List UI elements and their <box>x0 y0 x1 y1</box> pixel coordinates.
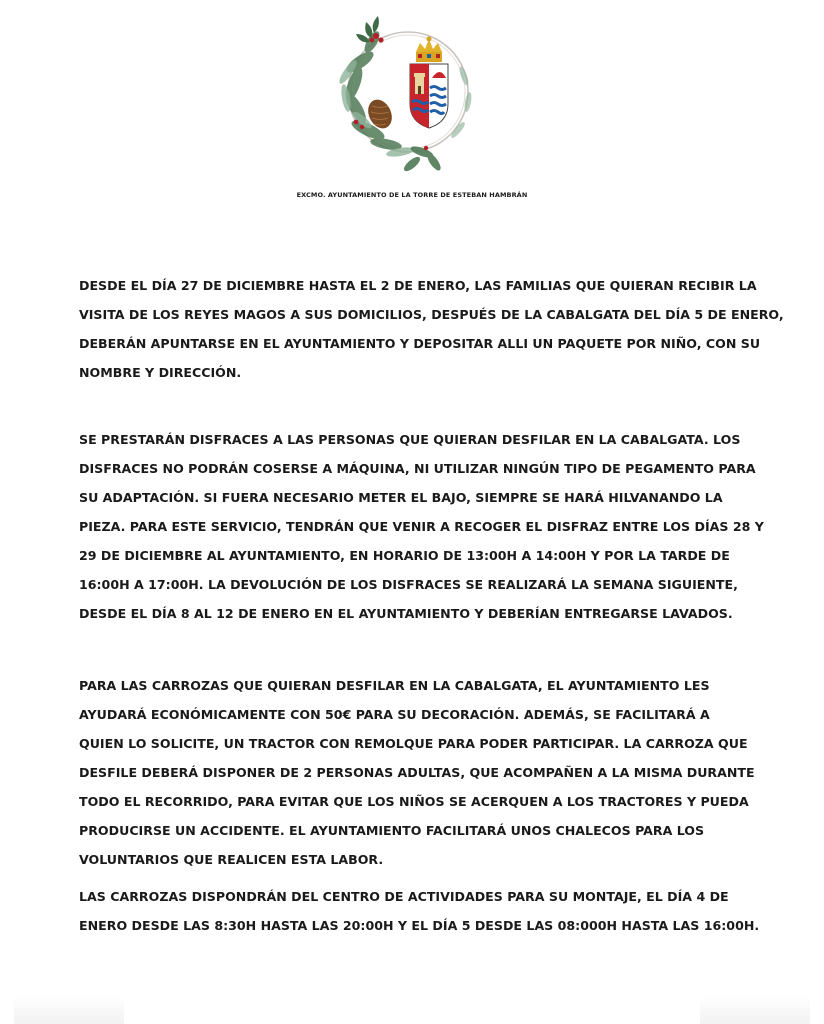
paragraph-line: PIEZA. PARA ESTE SERVICIO, TENDRÁN QUE VENIR A RECOGER EL DISFRAZ ENTRE LOS DÍAS 28 Y <box>79 519 764 534</box>
paragraph-line: 29 DE DICIEMBRE AL AYUNTAMIENTO, EN HORARIO DE 13:00H A 14:00H Y POR LA TARDE DE <box>79 548 730 563</box>
christmas-wreath-coat-of-arms-icon <box>326 2 486 180</box>
bottom-right-shadow <box>700 996 810 1024</box>
paragraph-line: SE PRESTARÁN DISFRACES A LAS PERSONAS QUE QUIERAN DESFILAR EN LA CABALGATA. LOS <box>79 432 741 447</box>
paragraph-line: LAS CARROZAS DISPONDRÁN DEL CENTRO DE ACTIVIDADES PARA SU MONTAJE, EL DÍA 4 DE <box>79 889 729 904</box>
paragraph-floats-assembly <box>79 882 759 940</box>
paragraph-line: DESFILE DEBERÁ DISPONER DE 2 PERSONAS ADULTAS, QUE ACOMPAÑEN A LA MISMA DURANTE <box>79 765 755 780</box>
paragraph-line: PARA LAS CARROZAS QUE QUIERAN DESFILAR EN LA CABALGATA, EL AYUNTAMIENTO LES <box>79 678 710 693</box>
paragraph-line: DESDE EL DÍA 27 DE DICIEMBRE HASTA EL 2 DE ENERO, LAS FAMILIAS QUE QUIERAN RECIBIR LA <box>79 278 757 293</box>
paragraph-line: AYUDARÁ ECONÓMICAMENTE CON 50€ PARA SU DECORACIÓN. ADEMÁS, SE FACILITARÁ A <box>79 707 710 722</box>
paragraph-line: QUIEN LO SOLICITE, UN TRACTOR CON REMOLQUE PARA PODER PARTICIPAR. LA CARROZA QUE <box>79 736 748 751</box>
paragraph-line: SU ADAPTACIÓN. SI FUERA NECESARIO METER EL BAJO, SIEMPRE SE HARÁ HILVANANDO LA <box>79 490 723 505</box>
paragraph-line: VOLUNTARIOS QUE REALICEN ESTA LABOR. <box>79 852 384 867</box>
paragraph-line: DEBERÁN APUNTARSE EN EL AYUNTAMIENTO Y DEPOSITAR ALLI UN PAQUETE POR NIÑO, CON SU <box>79 336 761 351</box>
paragraph-line: ENERO DESDE LAS 8:30H HASTA LAS 20:00H Y EL DÍA 5 DESDE LAS 08:000H HASTA LAS 16:00H. <box>79 918 760 933</box>
paragraph-floats-support <box>79 671 759 874</box>
paragraph-line: PRODUCIRSE UN ACCIDENTE. EL AYUNTAMIENTO FACILITARÁ UNOS CHALECOS PARA LOS <box>79 823 705 838</box>
paragraph-line: 16:00H A 17:00H. LA DEVOLUCIÓN DE LOS DISFRACES SE REALIZARÁ LA SEMANA SIGUIENTE, <box>79 577 738 592</box>
page-title: EXCMO. AYUNTAMIENTO DE LA TORRE DE ESTEBAN HAMBRÁN <box>296 191 528 199</box>
paragraph-line: TODO EL RECORRIDO, PARA EVITAR QUE LOS NIÑOS SE ACERQUEN A LOS TRACTORES Y PUEDA <box>79 794 749 809</box>
bottom-left-shadow <box>14 996 124 1024</box>
paragraph-costume-loans <box>79 425 764 628</box>
paragraph-line: DISFRACES NO PODRÁN COSERSE A MÁQUINA, NI UTILIZAR NINGÚN TIPO DE PEGAMENTO PARA <box>79 461 756 476</box>
paragraph-line: NOMBRE Y DIRECCIÓN. <box>79 365 242 380</box>
paragraph-line: DESDE EL DÍA 8 AL 12 DE ENERO EN EL AYUNTAMIENTO Y DEBERÍAN ENTREGARSE LAVADOS. <box>79 606 733 621</box>
paragraph-reyes-magos-visits <box>79 271 784 387</box>
paragraph-line: VISITA DE LOS REYES MAGOS A SUS DOMICILIOS, DESPUÉS DE LA CABALGATA DEL DÍA 5 DE ENERO, <box>79 307 784 322</box>
